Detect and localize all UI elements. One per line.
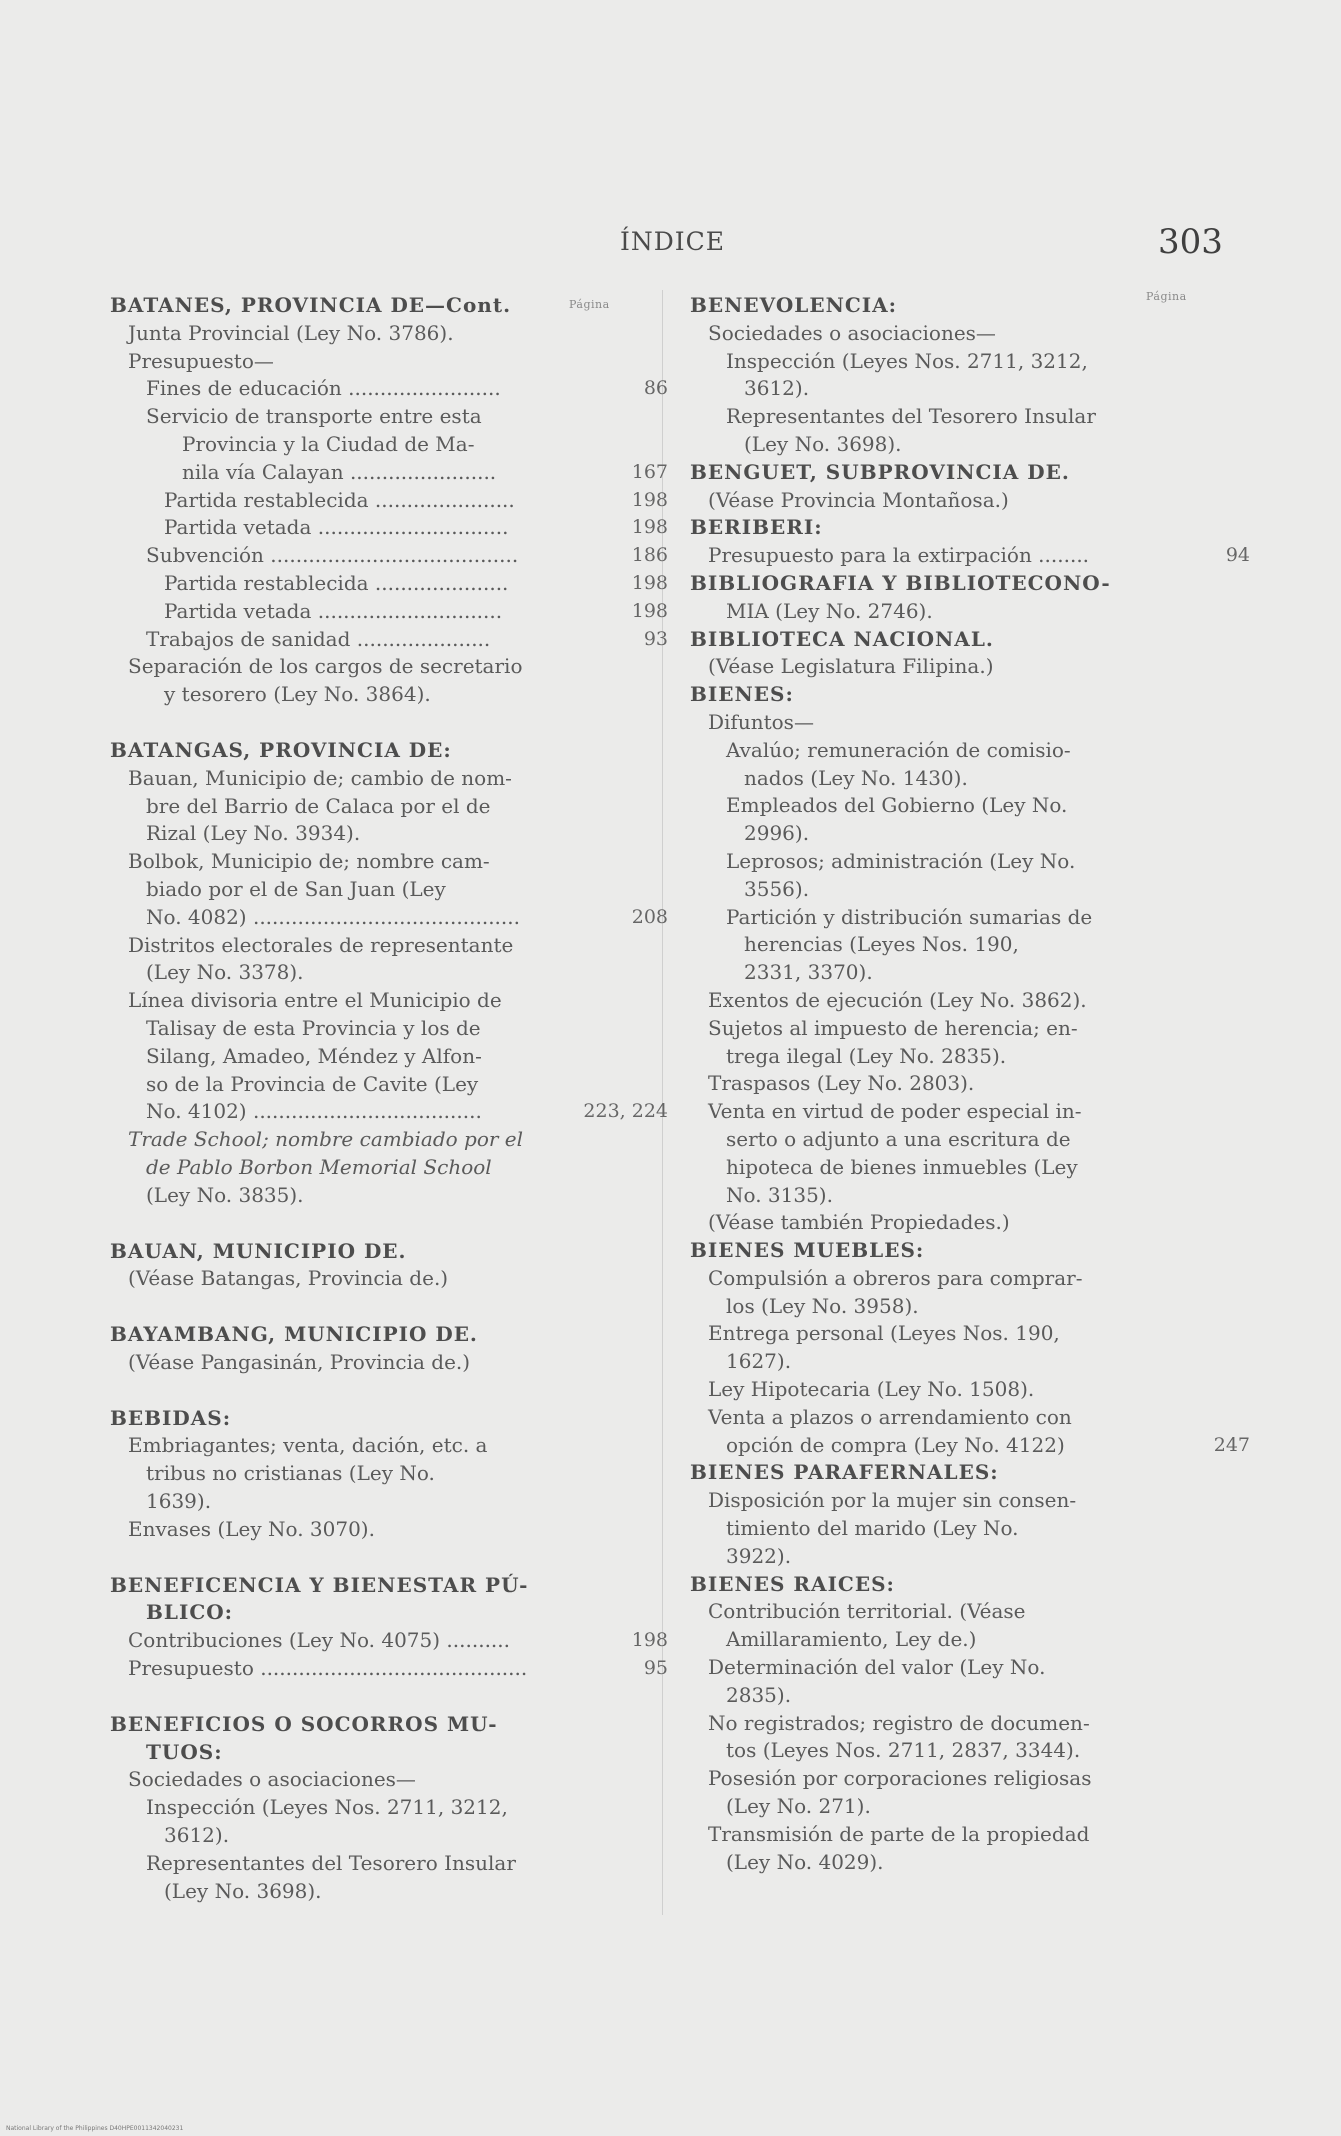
index-entry [110,320,650,348]
index-entry [690,1849,1230,1877]
entry-text: (Ley No. 3378). [146,960,304,985]
index-entry [690,737,1230,765]
index-heading [110,292,650,320]
entry-text: BAYAMBANG, MUNICIPIO DE. [110,1322,478,1347]
entry-text: Venta a plazos o arrendamiento con [708,1404,1072,1429]
index-entry [690,987,1230,1015]
index-entry [690,792,1230,820]
entry-text: Rizal (Ley No. 3934). [146,821,361,846]
index-entry [110,1043,650,1071]
index-entry [110,1071,650,1099]
index-heading [110,1321,650,1349]
entry-text: Presupuesto .......................................... [128,1656,528,1681]
entry-text: Distritos electorales de representante [128,932,514,957]
entry-text: so de la Provincia de Cavite (Ley [146,1071,479,1096]
index-entry [110,1154,650,1182]
page-title: ÍNDICE [620,227,726,256]
left-column [110,292,668,1905]
entry-page-number: 198 [631,516,668,539]
entry-text: Provincia y la Ciudad de Ma- [182,431,475,456]
index-entry [690,1765,1230,1793]
index-entry [110,431,650,459]
entry-text: Partida restablecida ...................... [164,487,515,512]
index-entry [110,348,650,376]
right-column-page-label: Página [1146,290,1187,303]
index-entry [110,653,650,681]
entry-text: Entrega personal (Leyes Nos. 190, [708,1321,1060,1346]
entry-text: BIENES MUEBLES: [690,1238,925,1263]
entry-text: tribus no cristianas (Ley No. [146,1461,435,1486]
entry-text: (Véase Provincia Montañosa.) [708,487,1009,512]
entry-page-number: 198 [631,1629,668,1652]
index-entry [110,765,650,793]
index-entry [690,1682,1230,1710]
index-heading [690,1571,1230,1599]
entry-text: BENGUET, SUBPROVINCIA DE. [690,459,1070,484]
entry-text: Disposición por la mujer sin consen- [708,1488,1077,1513]
entry-text: MIA (Ley No. 2746). [726,598,933,623]
index-heading [690,292,1230,320]
index-entry [110,403,650,431]
entry-text: hipoteca de bienes inmuebles (Ley [726,1154,1078,1179]
index-entry [690,848,1230,876]
index-heading [110,1405,650,1433]
index-entry [690,1793,1230,1821]
index-entry [690,709,1230,737]
index-entry [690,1182,1230,1210]
index-entry [690,1348,1230,1376]
index-entry [690,1015,1230,1043]
entry-text: Determinación del valor (Ley No. [708,1655,1046,1680]
index-entry [690,1710,1230,1738]
entry-text: Embriagantes; venta, dación, etc. a [128,1433,488,1458]
entry-text: TUOS: [146,1739,223,1764]
entry-text: (Ley No. 3835). [146,1182,304,1207]
index-entry [690,876,1230,904]
entry-text: Ley Hipotecaria (Ley No. 1508). [708,1377,1035,1402]
index-entry [690,1598,1230,1626]
index-entry [110,1516,650,1544]
entry-text: Subvención ....................................... [146,543,519,568]
entry-text: Amillaramiento, Ley de.) [726,1627,977,1652]
entry-text: Presupuesto para la extirpación ........ [708,543,1090,568]
index-entry [110,681,650,709]
index-entry [690,1821,1230,1849]
entry-text: biado por el de San Juan (Ley [146,876,446,901]
index-entry [110,1126,650,1154]
entry-page-number: 198 [631,488,668,511]
index-entry [690,820,1230,848]
entry-text: nados (Ley No. 1430). [744,765,968,790]
index-entry [110,1655,668,1683]
entry-text: y tesorero (Ley No. 3864). [164,682,431,707]
index-entry [690,904,1230,932]
entry-text: Silang, Amadeo, Méndez y Alfon- [146,1043,482,1068]
index-entry [690,598,1230,626]
entry-text: trega ilegal (Ley No. 2835). [726,1043,1007,1068]
index-entry [110,1349,650,1377]
index-entry [690,1515,1230,1543]
entry-text: Fines de educación ........................ [146,376,501,401]
entry-text: BAUAN, MUNICIPIO DE. [110,1238,407,1263]
entry-text: bre del Barrio de Calaca por el de [146,793,491,818]
index-heading [690,459,1230,487]
entry-text: BENEFICIOS O SOCORROS MU- [110,1711,498,1736]
index-heading [110,1599,650,1627]
entry-text: nila vía Calayan ....................... [182,459,497,484]
index-entry [690,1265,1230,1293]
entry-text: Bolbok, Municipio de; nombre cam- [128,849,490,874]
index-entry [110,876,650,904]
entry-text: 1627). [726,1349,792,1374]
index-entry [690,1209,1230,1237]
page-number: 303 [1158,222,1223,262]
entry-text: Transmisión de parte de la propiedad [708,1821,1090,1846]
index-heading [690,681,1230,709]
entry-text: Venta en virtud de poder especial in- [708,1099,1082,1124]
entry-text: Inspección (Leyes Nos. 2711, 3212, [726,348,1088,373]
entry-page-number: 93 [643,627,668,650]
index-entry [110,1878,650,1906]
index-entry [110,1488,650,1516]
entry-text: BENEFICENCIA Y BIENESTAR PÚ- [110,1572,529,1597]
entry-text: (Véase también Propiedades.) [708,1210,1010,1235]
index-entry [690,1654,1230,1682]
entry-text: serto o adjunto a una escritura de [726,1126,1071,1151]
index-entry [110,987,650,1015]
entry-page-number: 247 [1213,1433,1250,1456]
index-entry [110,459,668,487]
entry-text: Leprosos; administración (Ley No. [726,848,1076,873]
entry-text: Exentos de ejecución (Ley No. 3862). [708,987,1087,1012]
index-heading [690,1237,1230,1265]
entry-text: No. 4082) .......................................... [146,904,520,929]
entry-text: BIENES: [690,682,794,707]
index-entry [110,375,668,403]
index-entry [690,403,1230,431]
entry-text: Contribución territorial. (Véase [708,1599,1026,1624]
entry-text: (Véase Batangas, Provincia de.) [128,1266,449,1291]
entry-text: Trade School; nombre cambiado por el [128,1127,524,1152]
entry-text: Avalúo; remuneración de comisio- [726,737,1071,762]
entry-text: Inspección (Leyes Nos. 2711, 3212, [146,1795,508,1820]
index-entry [690,653,1230,681]
index-entry [110,1432,650,1460]
entry-page-number: 208 [631,905,668,928]
entry-page-number: 198 [631,599,668,622]
index-heading [690,1459,1230,1487]
entry-text: BENEVOLENCIA: [690,293,898,317]
index-entry [110,542,668,570]
index-entry [690,1043,1230,1071]
index-entry [110,959,650,987]
entry-text: 3556). [744,876,810,901]
entry-page-number: 167 [631,460,668,483]
entry-text: (Véase Pangasinán, Provincia de.) [128,1349,471,1374]
entry-text: tos (Leyes Nos. 2711, 2837, 3344). [726,1738,1081,1763]
entry-text: Bauan, Municipio de; cambio de nom- [128,765,512,790]
index-entry [110,1822,650,1850]
footer-credit: National Library of the Philippines D40HPE0011342040231 [6,2125,184,2132]
entry-text: (Ley No. 4029). [726,1849,884,1874]
index-entry [690,1320,1230,1348]
index-entry [690,1737,1230,1765]
entry-text: (Ley No. 271). [726,1794,871,1819]
index-heading [110,1739,650,1767]
index-entry [690,320,1230,348]
index-heading [690,570,1230,598]
entry-text: Representantes del Tesorero Insular [726,404,1096,429]
index-entry [690,487,1230,515]
entry-text: Sociedades o asociaciones— [708,320,996,345]
index-entry [690,1098,1230,1126]
entry-text: No registrados; registro de documen- [708,1710,1090,1735]
entry-text: 1639). [146,1489,212,1514]
index-heading [110,1238,650,1266]
right-column [690,292,1250,1876]
entry-text: Contribuciones (Ley No. 4075) .......... [128,1628,510,1653]
entry-text: Sujetos al impuesto de herencia; en- [708,1015,1078,1040]
entry-text: BIENES PARAFERNALES: [690,1460,999,1485]
index-heading [110,1572,650,1600]
entry-page-number: 94 [1225,544,1250,567]
index-heading [110,737,650,765]
entry-text: Talisay de esta Provincia y los de [146,1015,481,1040]
entry-text: Presupuesto— [128,348,274,373]
entry-text: BIENES RAICES: [690,1571,895,1596]
index-entry [690,1487,1230,1515]
index-entry [110,1766,650,1794]
index-entry [690,542,1250,570]
entry-text: Sociedades o asociaciones— [128,1767,416,1792]
entry-text: Envases (Ley No. 3070). [128,1516,375,1541]
entry-text: 2331, 3370). [744,960,873,985]
entry-text: BERIBERI: [690,515,823,540]
entry-text: 3612). [164,1823,230,1848]
entry-text: BIBLIOTECA NACIONAL. [690,626,994,651]
index-entry [110,626,668,654]
index-entry [110,1850,650,1878]
entry-text: Empleados del Gobierno (Ley No. [726,793,1068,818]
entry-text: Junta Provincial (Ley No. 3786). [128,320,454,345]
entry-text: herencias (Leyes Nos. 190, [744,932,1019,957]
index-entry [110,598,668,626]
index-entry [110,1627,668,1655]
entry-text: Representantes del Tesorero Insular [146,1850,516,1875]
index-entry [110,1015,650,1043]
index-entry [110,1794,650,1822]
entry-text: Línea divisoria entre el Municipio de [128,988,502,1013]
entry-text: Trabajos de sanidad ..................... [146,626,491,651]
index-entry [690,1154,1230,1182]
entry-page-number: 86 [643,377,668,400]
entry-text: Partida vetada ............................. [164,598,503,623]
index-entry [110,793,650,821]
index-heading [690,626,1230,654]
index-entry [110,1098,668,1126]
entry-text: (Ley No. 3698). [744,431,902,456]
entry-text: (Ley No. 3698). [164,1878,322,1903]
index-entry [110,820,650,848]
left-column-page-label: Página [569,298,610,311]
entry-page-number: 95 [643,1657,668,1680]
index-entry [110,514,668,542]
entry-text: Traspasos (Ley No. 2803). [708,1071,975,1096]
entry-text: Partida restablecida ..................... [164,570,509,595]
index-entry [690,1626,1230,1654]
index-entry [110,1265,650,1293]
entry-text: Partición y distribución sumarias de [726,904,1093,929]
index-entry [110,904,668,932]
index-entry [690,431,1230,459]
entry-text: No. 3135). [726,1182,833,1207]
index-entry [110,932,650,960]
entry-text: BIBLIOGRAFIA Y BIBLIOTECONO- [690,570,1111,595]
index-entry [690,1126,1230,1154]
index-entry [690,1543,1230,1571]
index-entry [690,1070,1230,1098]
index-entry [690,765,1230,793]
entry-text: No. 4102) .................................... [146,1099,482,1124]
entry-text: (Véase Legislatura Filipina.) [708,654,994,679]
entry-text: Posesión por corporaciones religiosas [708,1766,1092,1791]
entry-page-number: 186 [631,544,668,567]
index-entry [690,931,1230,959]
index-entry [690,1293,1230,1321]
index-heading [690,514,1230,542]
entry-text: 3612). [744,376,810,401]
index-entry [110,1460,650,1488]
entry-text: Compulsión a obreros para comprar- [708,1265,1083,1290]
entry-text: Servicio de transporte entre esta [146,404,482,429]
entry-text: timiento del marido (Ley No. [726,1516,1019,1541]
entry-text: Separación de los cargos de secretario [128,654,523,679]
entry-text: Partida vetada .............................. [164,515,509,540]
index-entry [690,959,1230,987]
index-entry [110,570,668,598]
entry-text: BLICO: [146,1600,234,1625]
entry-text: de Pablo Borbon Memorial School [146,1154,492,1179]
entry-text: BEBIDAS: [110,1405,232,1430]
index-entry [110,848,650,876]
index-entry [110,1182,650,1210]
entry-text: Difuntos— [708,709,814,734]
entry-text: opción de compra (Ley No. 4122) [726,1432,1065,1457]
entry-text: 3922). [726,1543,792,1568]
entry-page-number: 223, 224 [583,1100,668,1123]
entry-text: los (Ley No. 3958). [726,1293,919,1318]
index-entry [110,487,668,515]
index-entry [690,348,1230,376]
entry-text: BATANGAS, PROVINCIA DE: [110,737,452,762]
index-entry [690,1404,1230,1432]
index-entry [690,1376,1230,1404]
index-entry [690,1432,1250,1460]
entry-page-number: 198 [631,571,668,594]
entry-text: 2996). [744,821,810,846]
index-heading [110,1711,650,1739]
entry-text: BATANES, PROVINCIA DE—Cont. [110,293,512,317]
index-entry [690,375,1230,403]
entry-text: 2835). [726,1682,792,1707]
